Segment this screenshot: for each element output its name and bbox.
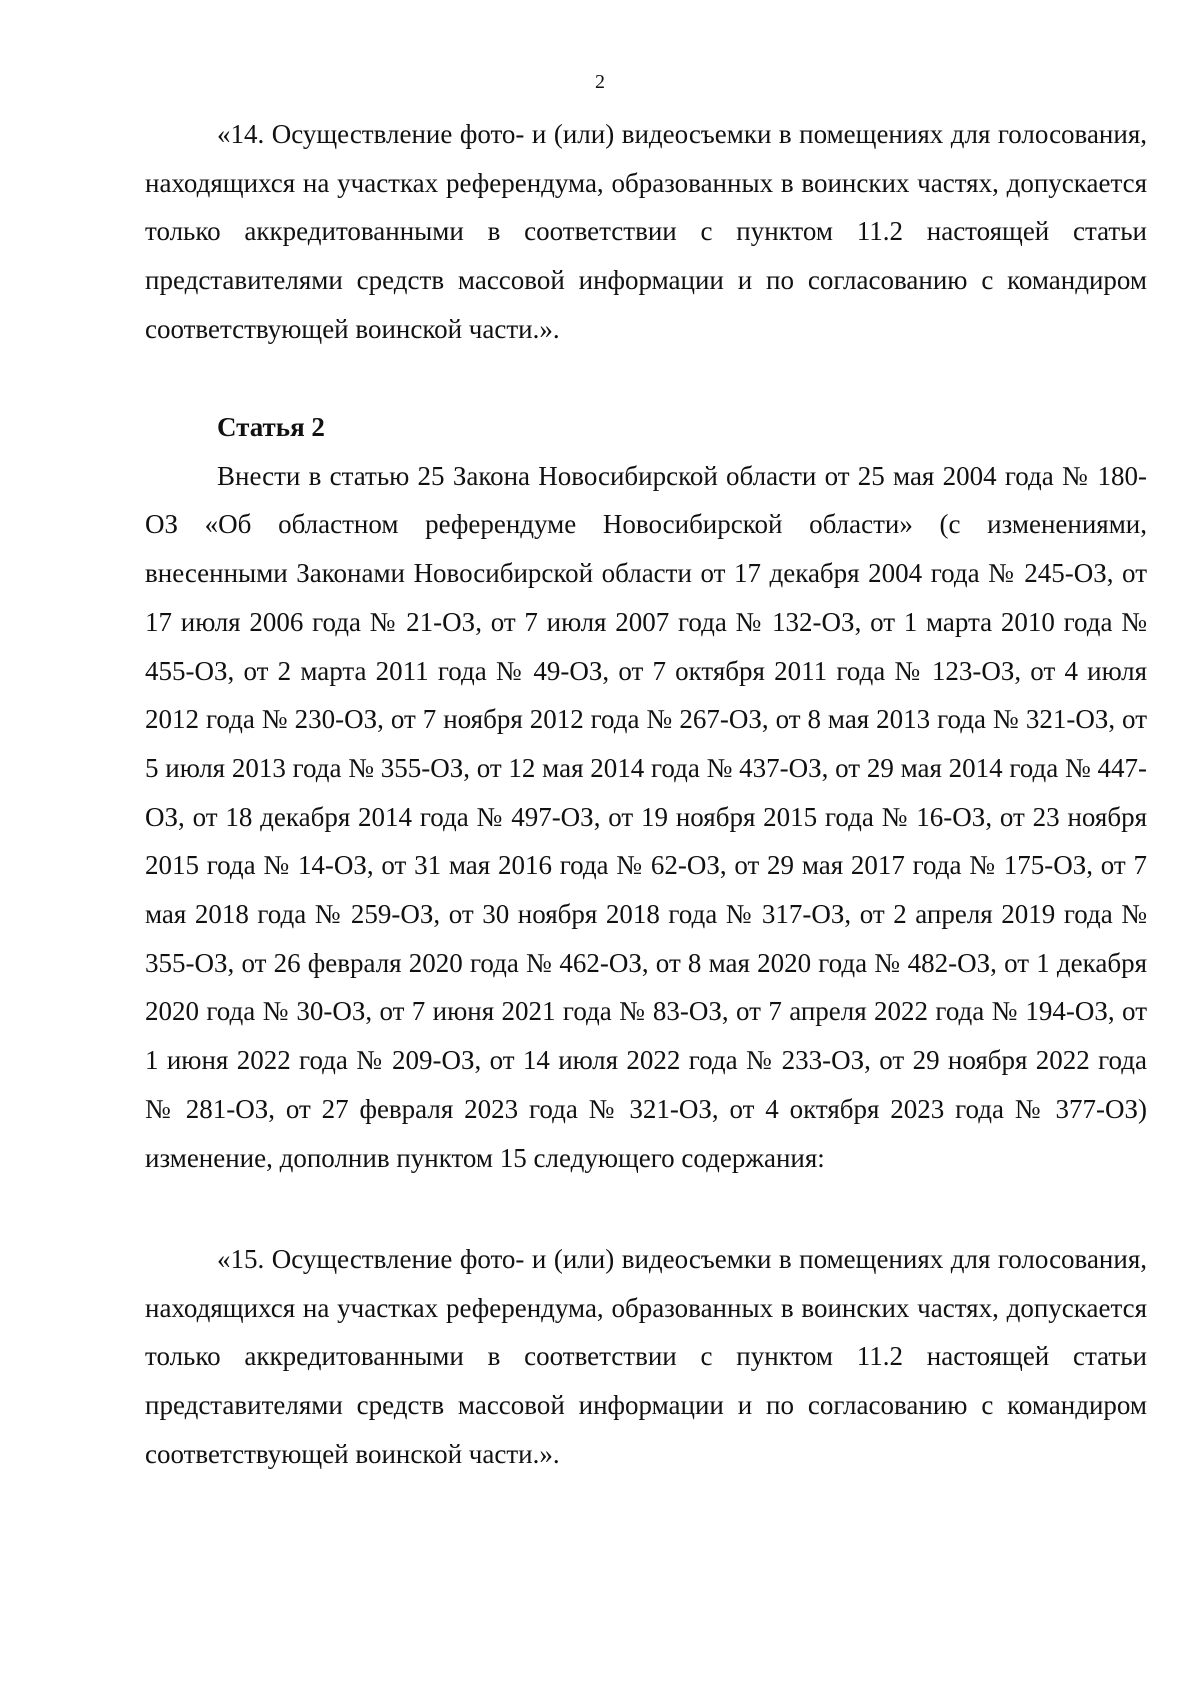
paragraph-14-block [145,110,1147,354]
paragraph-15-block [145,1235,1147,1479]
paragraph-14: «14. Осуществление фото- и (или) видеосъемки в помещениях для голосования, находящихся на участках референдума, образованных в воинских частях, допускается только аккредитованными в соответствии с пунктом 11.2 настоящей статьи представителями средств массовой информации и по согласованию с командиром соответствующей воинской части.». [145,119,1147,344]
paragraph-15: «15. Осуществление фото- и (или) видеосъемки в помещениях для голосования, находящихся на участках референдума, образованных в воинских частях, допускается только аккредитованными в соответствии с пунктом 11.2 настоящей статьи представителями средств массовой информации и по согласованию с командиром соответствующей воинской части.». [145,1244,1147,1469]
article-2-block [145,403,1147,1182]
article-heading: Статья 2 [217,412,325,442]
page-number: 2 [595,71,605,93]
article-body: Внести в статью 25 Закона Новосибирской области от 25 мая 2004 года № 180-ОЗ «Об областном референдуме Новосибирской области» (с изменениями, внесенными Законами Новосибирской области от 17 декабря 2004 года № 245-ОЗ, от 17 июля 2006 года № 21-ОЗ, от 7 июля 2007 года № 132-ОЗ, от 1 марта 2010 года № 455-ОЗ, от 2 марта 2011 года № 49-ОЗ, от 7 октября 2011 года № 123-ОЗ, от 4 июля 2012 года № 230-ОЗ, от 7 ноября 2012 года № 267-ОЗ, от 8 мая 2013 года № 321-ОЗ, от 5 июля 2013 года № 355-ОЗ, от 12 мая 2014 года № 437-ОЗ, от 29 мая 2014 года № 447-ОЗ, от 18 декабря 2014 года № 497-ОЗ, от 19 ноября 2015 года № 16-ОЗ, от 23 ноября 2015 года № 14-ОЗ, от 31 мая 2016 года № 62-ОЗ, от 29 мая 2017 года № 175-ОЗ, от 7 мая 2018 года № 259-ОЗ, от 30 ноября 2018 года № 317-ОЗ, от 2 апреля 2019 года № 355-ОЗ, от 26 февраля 2020 года № 462-ОЗ, от 8 мая 2020 года № 482-ОЗ, от 1 декабря 2020 года № 30-ОЗ, от 7 июня 2021 года № 83-ОЗ, от 7 апреля 2022 года № 194-ОЗ, от 1 июня 2022 года № 209-ОЗ, от 14 июля 2022 года № 233-ОЗ, от 29 ноября 2022 года № 281-ОЗ, от 27 февраля 2023 года № 321-ОЗ, от 4 октября 2023 года № 377-ОЗ) изменение, дополнив пунктом 15 следующего содержания: [145,460,1147,1173]
